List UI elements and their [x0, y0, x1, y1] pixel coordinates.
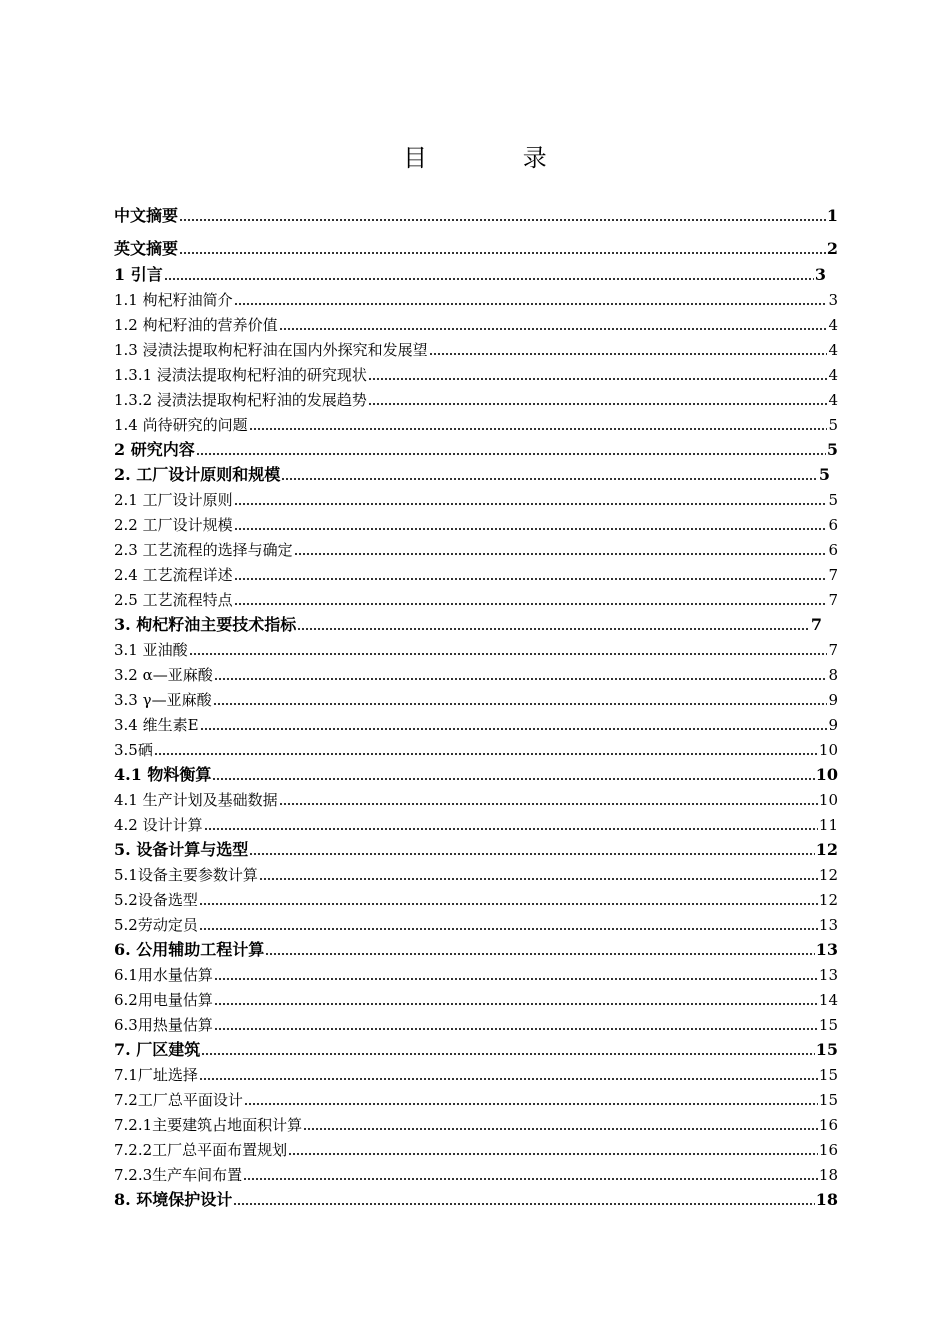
dot-leader [199, 925, 818, 931]
toc-entry-label: 7.2.3生产车间布置 [114, 1166, 243, 1184]
dot-leader [214, 1025, 818, 1031]
toc-entry-page-number: 16 [818, 1116, 838, 1134]
toc-entry[interactable] [114, 737, 838, 759]
toc-entry-page-number: 12 [818, 866, 838, 884]
toc-entry-page-number: 10 [818, 791, 838, 809]
dot-leader [213, 700, 828, 706]
toc-entry[interactable] [114, 612, 822, 634]
toc-entry-label: 1.3.1 浸渍法提取枸杞籽油的研究现状 [114, 366, 367, 384]
toc-entry-label: 2.5 工艺流程特点 [114, 591, 233, 609]
dot-leader [249, 425, 828, 431]
dot-leader [214, 1000, 818, 1006]
dot-leader [279, 800, 818, 806]
dot-leader [297, 625, 810, 631]
toc-entry[interactable] [114, 837, 838, 859]
toc-entry-label: 1.3.2 浸渍法提取枸杞籽油的发展趋势 [114, 391, 367, 409]
toc-entry-page-number: 6 [828, 516, 838, 534]
toc-entry-label: 1.1 枸杞籽油简介 [114, 291, 233, 309]
toc-entry-page-number: 5 [818, 465, 830, 484]
toc-entry-page-number: 12 [818, 891, 838, 909]
toc-entry[interactable] [114, 637, 838, 659]
toc-entry-label: 2 研究内容 [114, 440, 195, 459]
toc-entry-page-number: 13 [815, 940, 838, 959]
toc-entry-page-number: 15 [818, 1066, 838, 1084]
toc-entry[interactable] [114, 887, 838, 909]
toc-entry-page-number: 11 [818, 816, 838, 834]
toc-entry[interactable] [114, 812, 838, 834]
toc-entry-label: 2.1 工厂设计原则 [114, 491, 233, 509]
toc-entry-page-number: 4 [828, 366, 838, 384]
toc-entry-page-number: 10 [818, 741, 838, 759]
toc-entry[interactable] [114, 1037, 838, 1059]
toc-entry[interactable] [114, 1062, 838, 1084]
toc-entry-label: 英文摘要 [114, 239, 179, 258]
dot-leader [244, 1100, 818, 1106]
toc-entry-page-number: 8 [828, 666, 838, 684]
toc-entry[interactable] [114, 937, 838, 959]
toc-entry-label: 2.4 工艺流程详述 [114, 566, 233, 584]
toc-entry-label: 8. 环境保护设计 [114, 1190, 233, 1209]
dot-leader [212, 775, 814, 781]
toc-entry-label: 7. 厂区建筑 [114, 1040, 201, 1059]
toc-entry[interactable] [114, 862, 838, 884]
toc-entry[interactable] [114, 787, 838, 809]
toc-entry[interactable] [114, 312, 838, 334]
toc-entry-page-number: 5 [828, 416, 838, 434]
toc-entry-label: 5.2劳动定员 [114, 916, 198, 934]
toc-entry-page-number: 15 [815, 1040, 838, 1059]
toc-entry-label: 4.1 物料衡算 [114, 765, 212, 784]
toc-entry-label: 6. 公用辅助工程计算 [114, 940, 265, 959]
toc-entry-page-number: 15 [818, 1016, 838, 1034]
toc-entry[interactable] [114, 462, 830, 484]
dot-leader [199, 900, 818, 906]
page-title: 目 录 [403, 144, 591, 172]
toc-entry-label: 1 引言 [114, 265, 163, 284]
toc-entry-label: 2. 工厂设计原则和规模 [114, 465, 281, 484]
toc-entry[interactable] [114, 1162, 838, 1184]
toc-entry-label: 中文摘要 [114, 206, 179, 225]
toc-entry-label: 4.2 设计计算 [114, 816, 203, 834]
toc-entry-label: 7.2.2工厂总平面布置规划 [114, 1141, 288, 1159]
dot-leader [234, 600, 828, 606]
dot-leader [200, 725, 828, 731]
toc-entry-page-number: 9 [828, 691, 838, 709]
toc-entry-page-number: 3 [828, 291, 838, 309]
toc-entry-page-number: 6 [828, 541, 838, 559]
toc-entry[interactable] [114, 262, 826, 284]
dot-leader [279, 325, 828, 331]
toc-entry-page-number: 2 [826, 239, 838, 258]
toc-entry[interactable] [114, 662, 838, 684]
toc-entry-page-number: 9 [828, 716, 838, 734]
toc-entry-label: 3.3 γ—亚麻酸 [114, 691, 212, 709]
toc-entry[interactable] [114, 412, 838, 434]
toc-entry[interactable] [114, 1012, 838, 1034]
dot-leader [234, 500, 828, 506]
dot-leader [204, 825, 818, 831]
toc-entry[interactable] [114, 437, 838, 459]
toc-entry[interactable] [114, 587, 838, 609]
dot-leader [214, 975, 818, 981]
toc-entry-label: 1.3 浸渍法提取枸杞籽油在国内外探究和发展望 [114, 341, 428, 359]
dot-leader [201, 1050, 814, 1056]
toc-entry[interactable] [114, 1112, 838, 1134]
toc-entry[interactable] [114, 912, 838, 934]
toc-entry-label: 7.1厂址选择 [114, 1066, 198, 1084]
dot-leader [199, 1075, 818, 1081]
dot-leader [233, 1200, 814, 1206]
toc-entry-label: 3.5硒 [114, 741, 153, 759]
dot-leader [368, 400, 828, 406]
toc-entry[interactable] [114, 962, 838, 984]
toc-entry[interactable] [114, 987, 838, 1009]
toc-entry[interactable] [114, 203, 838, 225]
toc-entry-label: 5. 设备计算与选型 [114, 840, 249, 859]
dot-leader [368, 375, 828, 381]
toc-entry-page-number: 7 [828, 591, 838, 609]
toc-entry-page-number: 1 [826, 206, 838, 225]
dot-leader [249, 850, 814, 856]
toc-entry[interactable] [114, 287, 838, 309]
toc-entry-label: 1.4 尚待研究的问题 [114, 416, 248, 434]
dot-leader [265, 950, 814, 956]
toc-entry-label: 3.4 维生素E [114, 716, 199, 734]
dot-leader [234, 300, 828, 306]
dot-leader [164, 275, 814, 281]
dot-leader [234, 525, 828, 531]
toc-entry-page-number: 7 [810, 615, 822, 634]
dot-leader [196, 450, 826, 456]
toc-entry-page-number: 7 [828, 641, 838, 659]
toc-entry-page-number: 18 [815, 1190, 838, 1209]
toc-entry-label: 4.1 生产计划及基础数据 [114, 791, 278, 809]
toc-entry[interactable] [114, 487, 838, 509]
dot-leader [154, 750, 818, 756]
toc-entry[interactable] [114, 362, 838, 384]
toc-entry-page-number: 12 [815, 840, 838, 859]
toc-entry-label: 2.3 工艺流程的选择与确定 [114, 541, 293, 559]
toc-entry-page-number: 16 [818, 1141, 838, 1159]
toc-entry-page-number: 13 [818, 916, 838, 934]
toc-entry[interactable] [114, 762, 838, 784]
toc-entry-page-number: 10 [815, 765, 838, 784]
toc-entry-page-number: 15 [818, 1091, 838, 1109]
toc-entry[interactable] [114, 387, 838, 409]
toc-entry[interactable] [114, 1137, 838, 1159]
dot-leader [214, 675, 828, 681]
toc-entry-page-number: 14 [818, 991, 838, 1009]
toc-entry[interactable] [114, 537, 838, 559]
toc-entry-label: 6.3用热量估算 [114, 1016, 213, 1034]
toc-entry[interactable] [114, 337, 838, 359]
toc-entry-page-number: 4 [828, 341, 838, 359]
toc-entry-label: 7.2.1主要建筑占地面积计算 [114, 1116, 303, 1134]
toc-entry-page-number: 13 [818, 966, 838, 984]
dot-leader [179, 216, 826, 222]
toc-entry[interactable] [114, 687, 838, 709]
toc-entry-label: 7.2工厂总平面设计 [114, 1091, 243, 1109]
dot-leader [429, 350, 828, 356]
toc-entry-label: 6.2用电量估算 [114, 991, 213, 1009]
toc-entry-page-number: 3 [814, 265, 826, 284]
toc-entry-page-number: 4 [828, 316, 838, 334]
dot-leader [294, 550, 828, 556]
dot-leader [281, 475, 818, 481]
toc-entry-label: 3.2 α—亚麻酸 [114, 666, 213, 684]
toc-entry-label: 5.2设备选型 [114, 891, 198, 909]
toc-entry-page-number: 7 [828, 566, 838, 584]
dot-leader [243, 1175, 818, 1181]
toc-entry-label: 3. 枸杞籽油主要技术指标 [114, 615, 297, 634]
toc-entry-page-number: 5 [828, 491, 838, 509]
dot-leader [179, 249, 826, 255]
toc-entry-label: 6.1用水量估算 [114, 966, 213, 984]
toc-entry-label: 2.2 工厂设计规模 [114, 516, 233, 534]
toc-entry[interactable] [114, 1187, 838, 1209]
toc-entry-label: 1.2 枸杞籽油的营养价值 [114, 316, 278, 334]
toc-entry[interactable] [114, 562, 838, 584]
toc-entry-page-number: 4 [828, 391, 838, 409]
dot-leader [288, 1150, 818, 1156]
toc-entry-page-number: 18 [818, 1166, 838, 1184]
toc-entry[interactable] [114, 512, 838, 534]
toc-entry[interactable] [114, 712, 838, 734]
dot-leader [189, 650, 828, 656]
dot-leader [303, 1125, 818, 1131]
toc-entry-label: 3.1 亚油酸 [114, 641, 188, 659]
dot-leader [234, 575, 828, 581]
dot-leader [259, 875, 818, 881]
toc-entry[interactable] [114, 236, 838, 258]
toc-entry-label: 5.1设备主要参数计算 [114, 866, 258, 884]
toc-entry-page-number: 5 [826, 440, 838, 459]
toc-entry[interactable] [114, 1087, 838, 1109]
